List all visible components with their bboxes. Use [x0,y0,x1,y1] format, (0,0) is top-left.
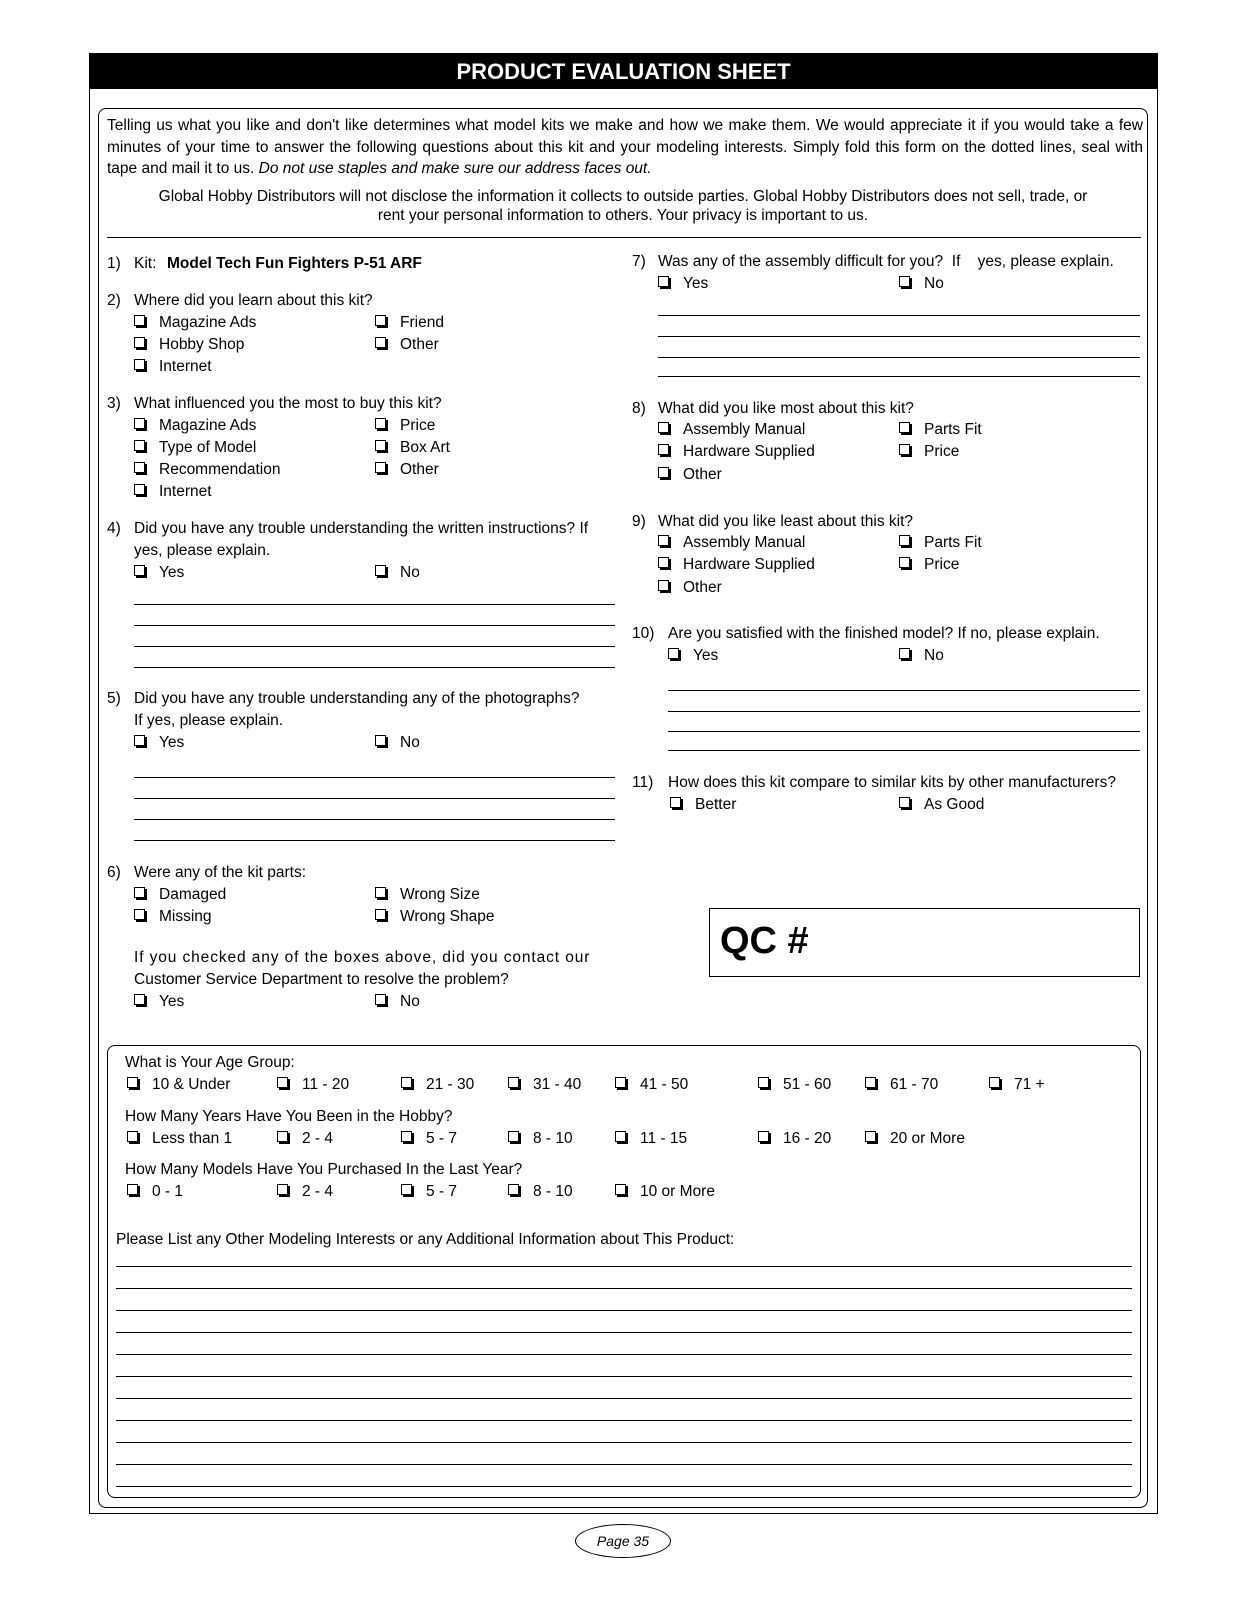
option-label: 0 - 1 [152,1183,184,1200]
option-label: Hardware Supplied [683,443,815,460]
q3-option[interactable] [134,439,256,457]
q7-question: Was any of the assembly difficult for you? If yes, please explain. [658,253,1114,270]
option-label: Wrong Shape [400,908,495,925]
answer-line[interactable] [658,357,1140,358]
q2-option[interactable] [134,336,244,354]
checkbox-icon[interactable] [899,797,910,808]
age-option[interactable] [989,1076,1045,1094]
option-label: Box Art [400,439,450,456]
checkbox-icon[interactable] [375,565,386,576]
option-label: Yes [159,564,185,581]
checkbox-icon[interactable] [508,1184,519,1195]
q7-number: 7) [632,253,646,270]
answer-line[interactable] [134,777,615,778]
q5-question: Did you have any trouble understanding any of the photographs? [134,690,580,707]
checkbox-icon[interactable] [758,1077,769,1088]
years-option[interactable] [758,1130,831,1148]
q3-option[interactable] [134,417,256,435]
answer-line[interactable] [134,798,615,799]
q6-followup: If you checked any of the boxes above, did you contact our [134,949,591,966]
answer-line[interactable] [668,711,1140,712]
checkbox-icon[interactable] [134,440,145,451]
option-label: Yes [159,993,185,1010]
option-label: 16 - 20 [783,1130,832,1147]
checkbox-icon[interactable] [127,1077,138,1088]
checkbox-icon[interactable] [658,580,669,591]
q6-followup-no[interactable] [375,993,420,1011]
answer-line[interactable] [668,731,1140,732]
intro-italic-note: Do not use staples and make sure our address faces out. [258,160,652,177]
option-label: 2 - 4 [302,1130,334,1147]
checkbox-icon[interactable] [615,1131,626,1142]
option-label: 41 - 50 [640,1076,689,1093]
option-label: Type of Model [159,439,257,456]
q1-number: 1) [107,255,121,272]
q10-option-no[interactable] [899,647,944,665]
answer-line[interactable] [134,625,615,626]
q5-question-cont: If yes, please explain. [134,712,284,729]
years-option[interactable] [508,1130,573,1148]
option-label: No [400,993,420,1010]
option-label: Price [400,417,436,434]
q8-option[interactable] [658,421,805,439]
answer-line[interactable] [668,690,1140,691]
option-label: 11 - 15 [640,1130,688,1147]
years-option[interactable] [127,1130,232,1148]
age-option[interactable] [508,1076,581,1094]
checkbox-icon[interactable] [865,1077,876,1088]
option-label: 10 & Under [152,1076,231,1093]
checkbox-icon[interactable] [670,797,681,808]
option-label: 10 or More [640,1183,715,1200]
q3-option[interactable] [375,417,435,435]
q6-number: 6) [107,864,121,881]
checkbox-icon[interactable] [658,422,669,433]
models-option[interactable] [508,1183,573,1201]
checkbox-icon[interactable] [615,1077,626,1088]
option-label: Internet [159,358,212,375]
answer-line[interactable] [116,1332,1132,1333]
option-label: Magazine Ads [159,314,257,331]
q6-option[interactable] [134,886,226,904]
q3-question: What influenced you the most to buy this kit? [134,395,442,412]
age-option[interactable] [277,1076,349,1094]
option-label: No [400,734,420,751]
checkbox-icon[interactable] [277,1077,288,1088]
checkbox-icon[interactable] [375,418,386,429]
checkbox-icon[interactable] [134,462,145,473]
checkbox-icon[interactable] [277,1184,288,1195]
checkbox-icon[interactable] [899,422,910,433]
answer-line[interactable] [668,750,1140,751]
checkbox-icon[interactable] [375,887,386,898]
q3-option[interactable] [375,461,439,479]
answer-line[interactable] [658,336,1140,337]
checkbox-icon[interactable] [134,735,145,746]
answer-line[interactable] [116,1288,1132,1289]
checkbox-icon[interactable] [899,276,910,287]
checkbox-icon[interactable] [758,1131,769,1142]
q10-number: 10) [632,625,655,642]
q3-option[interactable] [134,483,212,501]
checkbox-icon[interactable] [375,337,386,348]
answer-line[interactable] [116,1464,1132,1465]
q9-option[interactable] [658,556,815,574]
checkbox-icon[interactable] [134,887,145,898]
intro-text: Telling us what you like and don't like determines what model kits we make and how we make them. We would appreciate it if you would take a few minutes of your time to answer the following questions about this kit and your modeling interests. Simply fold this form on the dotted lines, seal with tape and mail it to us. [107,117,1143,177]
q6-option[interactable] [375,908,495,926]
checkbox-icon[interactable] [899,535,910,546]
option-label: Internet [159,483,212,500]
checkbox-icon[interactable] [134,994,145,1005]
q4-option-yes[interactable] [134,564,184,582]
q6-followup-cont: Customer Service Department to resolve the problem? [134,971,509,988]
option-label: Other [683,579,722,596]
years-option[interactable] [277,1130,333,1148]
q4-number: 4) [107,520,121,537]
option-label: 11 - 20 [302,1076,350,1093]
checkbox-icon[interactable] [127,1184,138,1195]
answer-line[interactable] [134,840,615,841]
checkbox-icon[interactable] [277,1131,288,1142]
answer-line[interactable] [116,1486,1132,1487]
checkbox-icon[interactable] [375,909,386,920]
age-option[interactable] [758,1076,831,1094]
models-option[interactable] [127,1183,183,1201]
q8-option[interactable] [899,443,959,461]
checkbox-icon[interactable] [401,1131,412,1142]
answer-line[interactable] [116,1354,1132,1355]
option-label: Other [400,461,439,478]
answer-line[interactable] [116,1398,1132,1399]
checkbox-icon[interactable] [658,557,669,568]
checkbox-icon[interactable] [658,535,669,546]
q11-question: How does this kit compare to similar kits by other manufacturers? [668,774,1116,791]
option-label: 61 - 70 [890,1076,939,1093]
checkbox-icon[interactable] [134,315,145,326]
q9-option[interactable] [899,534,982,552]
option-label: Yes [693,647,719,664]
option-label: 51 - 60 [783,1076,832,1093]
checkbox-icon[interactable] [401,1077,412,1088]
divider [107,237,1141,238]
q9-option[interactable] [658,579,722,597]
answer-line[interactable] [116,1310,1132,1311]
q11-option[interactable] [899,796,984,814]
checkbox-icon[interactable] [508,1077,519,1088]
option-label: Hobby Shop [159,336,245,353]
checkbox-icon[interactable] [401,1184,412,1195]
option-label: Friend [400,314,444,331]
q1-kit-name: Model Tech Fun Fighters P-51 ARF [167,255,422,272]
checkbox-icon[interactable] [375,462,386,473]
answer-line[interactable] [134,819,615,820]
option-label: Assembly Manual [683,534,806,551]
q8-number: 8) [632,400,646,417]
option-label: Hardware Supplied [683,556,815,573]
option-label: No [924,275,944,292]
q5-option-yes[interactable] [134,734,184,752]
checkbox-icon[interactable] [899,444,910,455]
q11-number: 11) [632,774,654,791]
q2-option[interactable] [375,336,439,354]
checkbox-icon[interactable] [134,484,145,495]
checkbox-icon[interactable] [508,1131,519,1142]
checkbox-icon[interactable] [668,648,679,659]
q7-option-yes[interactable] [658,275,708,293]
years-option[interactable] [615,1130,687,1148]
option-label: 8 - 10 [533,1183,573,1200]
q8-question: What did you like most about this kit? [658,400,914,417]
q6-question: Were any of the kit parts: [134,864,307,881]
option-label: Missing [159,908,212,925]
answer-line[interactable] [134,667,615,668]
page-number: Page 35 [575,1524,671,1558]
option-label: 5 - 7 [426,1183,458,1200]
option-label: 20 or More [890,1130,965,1147]
checkbox-icon[interactable] [375,440,386,451]
q11-option[interactable] [670,796,736,814]
q10-question: Are you satisfied with the finished model? If no, please explain. [668,625,1100,642]
checkbox-icon[interactable] [658,276,669,287]
checkbox-icon[interactable] [899,557,910,568]
option-label: Price [924,556,960,573]
option-label: Parts Fit [924,534,982,551]
checkbox-icon[interactable] [134,359,145,370]
checkbox-icon[interactable] [989,1077,1000,1088]
age-label: What is Your Age Group: [125,1054,295,1071]
q10-option-yes[interactable] [668,647,718,665]
q2-option[interactable] [134,358,212,376]
age-option[interactable] [615,1076,688,1094]
option-label: Less than 1 [152,1130,233,1147]
answer-line[interactable] [134,646,615,647]
option-label: Yes [159,734,185,751]
option-label: Other [683,466,722,483]
intro-paragraph [107,115,1143,180]
option-label: 8 - 10 [533,1130,573,1147]
option-label: As Good [924,796,985,813]
option-label: Magazine Ads [159,417,257,434]
checkbox-icon[interactable] [134,565,145,576]
option-label: 21 - 30 [426,1076,475,1093]
checkbox-icon[interactable] [865,1131,876,1142]
answer-line[interactable] [116,1420,1132,1421]
q8-option[interactable] [658,466,722,484]
option-label: 31 - 40 [533,1076,582,1093]
q3-option[interactable] [134,461,280,479]
qc-label: QC # [720,920,809,962]
q8-option[interactable] [658,443,815,461]
age-option[interactable] [401,1076,474,1094]
option-label: Assembly Manual [683,421,806,438]
q9-question: What did you like least about this kit? [658,513,914,530]
q3-number: 3) [107,395,121,412]
other-interests-label: Please List any Other Modeling Interests or any Additional Information about This Product: [116,1231,735,1248]
option-label: 2 - 4 [302,1183,334,1200]
checkbox-icon[interactable] [134,909,145,920]
privacy-statement: Global Hobby Distributors will not disclose the information it collects to outside parties. Global Hobby Distributors does not sell, trade, or rent your personal information to others. Your privacy is important to us. [158,188,1088,224]
q4-question: Did you have any trouble understanding the written instructions? If [134,520,589,537]
q6-followup-yes[interactable] [134,993,184,1011]
q9-option[interactable] [658,534,805,552]
checkbox-icon[interactable] [899,648,910,659]
checkbox-icon[interactable] [658,467,669,478]
q2-number: 2) [107,292,121,309]
q2-option[interactable] [134,314,256,332]
checkbox-icon[interactable] [375,315,386,326]
q3-option[interactable] [375,439,450,457]
option-label: No [924,647,944,664]
q9-number: 9) [632,513,646,530]
q6-option[interactable] [134,908,212,926]
option-label: Parts Fit [924,421,982,438]
page-title: PRODUCT EVALUATION SHEET [89,53,1158,89]
answer-line[interactable] [658,376,1140,377]
q5-number: 5) [107,690,121,707]
option-label: Price [924,443,960,460]
option-label: 71 + [1014,1076,1045,1093]
option-label: Recommendation [159,461,281,478]
q8-option[interactable] [899,421,982,439]
q4-question-cont: yes, please explain. [134,542,271,559]
age-option[interactable] [865,1076,938,1094]
option-label: Better [695,796,737,813]
models-option[interactable] [277,1183,333,1201]
models-option[interactable] [401,1183,457,1201]
answer-line[interactable] [116,1376,1132,1377]
checkbox-icon[interactable] [127,1131,138,1142]
checkbox-icon[interactable] [134,418,145,429]
checkbox-icon[interactable] [134,337,145,348]
checkbox-icon[interactable] [658,444,669,455]
checkbox-icon[interactable] [615,1184,626,1195]
option-label: Damaged [159,886,227,903]
answer-line[interactable] [134,604,615,605]
q4-option-no[interactable] [375,564,420,582]
checkbox-icon[interactable] [375,994,386,1005]
years-option[interactable] [401,1130,457,1148]
q1-label: Kit: [134,255,157,272]
checkbox-icon[interactable] [375,735,386,746]
answer-line[interactable] [116,1442,1132,1443]
q9-option[interactable] [899,556,959,574]
models-label: How Many Models Have You Purchased In the Last Year? [125,1161,523,1178]
q7-option-no[interactable] [899,275,944,293]
years-label: How Many Years Have You Been in the Hobby? [125,1108,453,1125]
answer-line[interactable] [116,1266,1132,1267]
option-label: 5 - 7 [426,1130,458,1147]
answer-line[interactable] [658,315,1140,316]
q5-option-no[interactable] [375,734,420,752]
option-label: Other [400,336,439,353]
option-label: No [400,564,420,581]
option-label: Wrong Size [400,886,480,903]
models-option[interactable] [615,1183,715,1201]
q6-option[interactable] [375,886,480,904]
q2-question: Where did you learn about this kit? [134,292,373,309]
q2-option[interactable] [375,314,444,332]
option-label: Yes [683,275,709,292]
age-option[interactable] [127,1076,230,1094]
years-option[interactable] [865,1130,965,1148]
